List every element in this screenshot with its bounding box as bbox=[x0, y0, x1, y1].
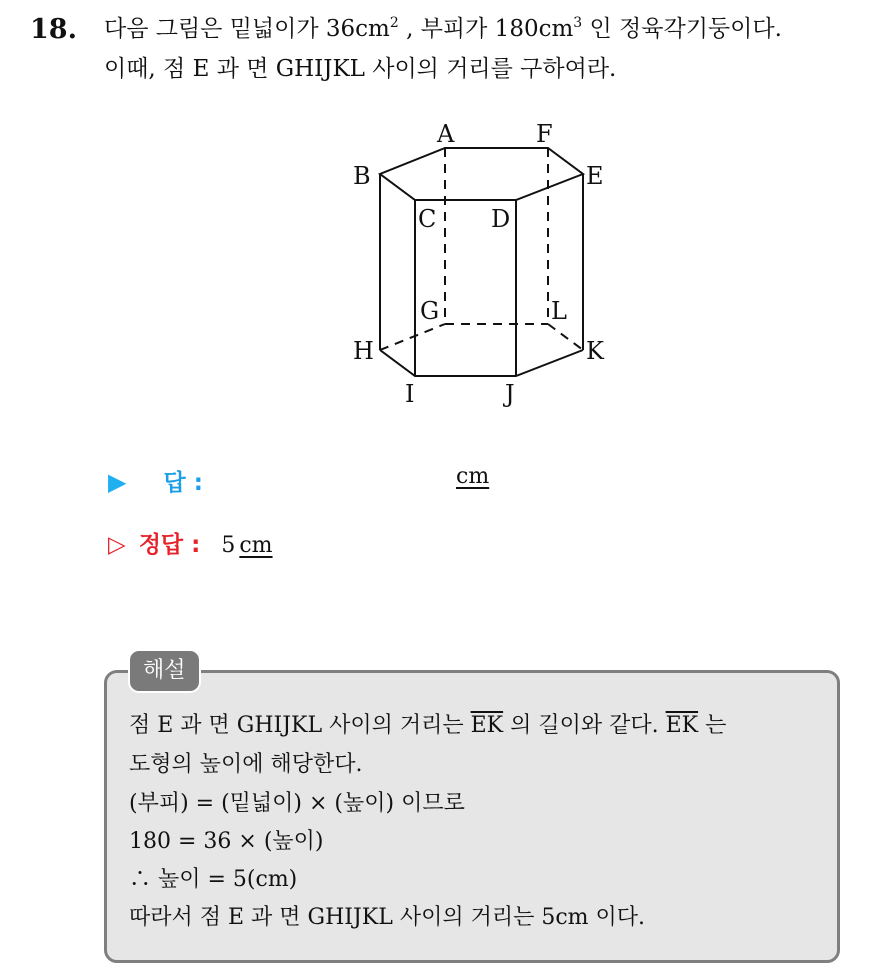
answer-unit: cm bbox=[456, 464, 490, 489]
explanation-line-6: 따라서 점 E 과 면 GHIJKL 사이의 거리는 5cm 이다. bbox=[129, 905, 646, 930]
vertex-label-c: C bbox=[418, 205, 437, 233]
question-text-line-2: 이때, 점 E 과 면 GHIJKL 사이의 거리를 구하여라. bbox=[104, 56, 617, 82]
question-number: 18. bbox=[30, 14, 77, 45]
vertex-label-g: G bbox=[420, 297, 440, 325]
question-text-line-1: 다음 그림은 밑넓이가 $36cm^2$ , 부피가 $180cm^3$ 인 정육각기둥이다. bbox=[104, 15, 782, 42]
explanation-line-4: 180 = 36 × (높이) bbox=[129, 829, 324, 854]
vertex-label-f: F bbox=[536, 120, 553, 148]
vertex-label-l: L bbox=[551, 297, 567, 325]
explanation-box bbox=[104, 670, 840, 963]
explanation-line-2: 도형의 높이에 해당한다. bbox=[129, 752, 363, 777]
vertex-label-i: I bbox=[405, 380, 415, 408]
vertex-label-h: H bbox=[353, 337, 374, 365]
vertex-label-d: D bbox=[491, 205, 511, 233]
explanation-line-3: (부피) = (밑넓이) × (높이) 이므로 bbox=[129, 791, 465, 816]
answer-label: 답 : bbox=[163, 470, 203, 496]
correct-answer-unit: cm bbox=[239, 533, 273, 558]
correct-answer-row bbox=[108, 526, 273, 559]
explanation-line-5: ∴ 높이 = 5(cm) bbox=[129, 867, 298, 892]
play-triangle-icon: ▶ bbox=[108, 468, 127, 496]
bottom-visible-edges bbox=[380, 350, 583, 376]
hexagonal-prism-figure bbox=[340, 112, 630, 412]
top-face bbox=[380, 148, 583, 200]
vertex-label-k: K bbox=[586, 337, 604, 365]
vertex-label-b: B bbox=[353, 162, 371, 190]
correct-answer-label: 정답 : bbox=[138, 532, 201, 558]
explanation-line-1: 점 E 과 면 GHIJKL 사이의 거리는 $\overline{EK}$ 의 길이와 같다. $\overline{EK}$ 는 bbox=[129, 713, 727, 738]
vertex-label-j: J bbox=[505, 380, 515, 408]
vertex-label-e: E bbox=[586, 162, 604, 190]
vertex-label-a: A bbox=[437, 120, 455, 148]
answer-row bbox=[108, 464, 203, 497]
outline-triangle-icon: ▷ bbox=[108, 532, 126, 558]
correct-answer-value: 5 bbox=[221, 533, 236, 558]
explanation-tag: 해설 bbox=[128, 649, 201, 693]
